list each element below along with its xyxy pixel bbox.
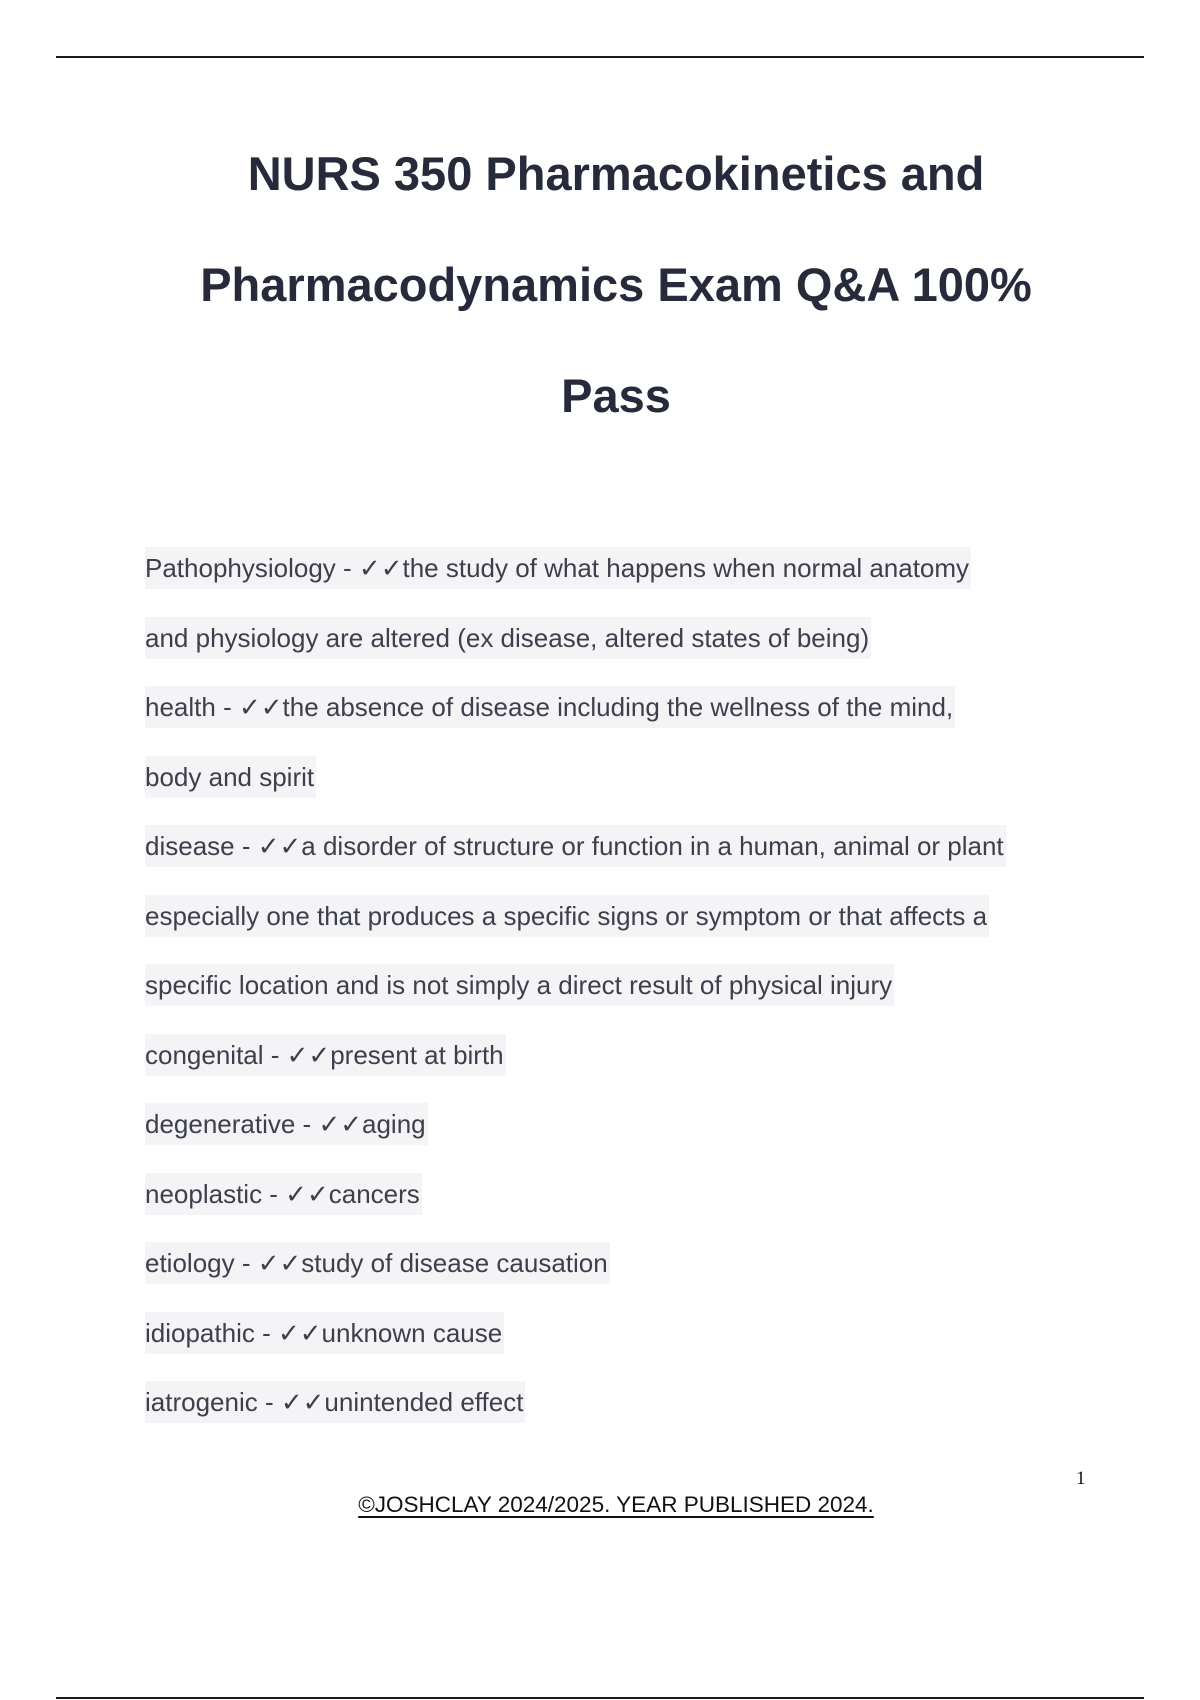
definition-text: Pathophysiology - ✓✓the study of what happens when normal anatomy — [145, 547, 971, 589]
definition-line — [145, 1368, 1085, 1438]
definition-line — [145, 1160, 1085, 1230]
title-line-2: Pharmacodynamics Exam Q&A 100% — [200, 258, 1032, 311]
definition-text: specific location and is not simply a direct result of physical injury — [145, 964, 894, 1006]
definition-text: body and spirit — [145, 756, 316, 798]
footer-text: ©JOSHCLAY 2024/2025. YEAR PUBLISHED 2024. — [358, 1492, 874, 1517]
page-number: 1 — [1076, 1468, 1086, 1489]
definition-text: degenerative - ✓✓aging — [145, 1103, 428, 1145]
document-title — [130, 118, 1102, 451]
definition-text: health - ✓✓the absence of disease including the wellness of the mind, — [145, 686, 955, 728]
top-rule — [56, 56, 1144, 58]
bottom-rule — [56, 1697, 1144, 1699]
title-line-3: Pass — [561, 369, 671, 422]
definition-text: especially one that produces a specific signs or symptom or that affects a — [145, 895, 989, 937]
definition-line — [145, 743, 1085, 813]
definition-text: neoplastic - ✓✓cancers — [145, 1173, 422, 1215]
definition-line — [145, 1229, 1085, 1299]
definition-text: etiology - ✓✓study of disease causation — [145, 1242, 610, 1284]
definition-line — [145, 604, 1085, 674]
definition-line — [145, 951, 1085, 1021]
definition-text: idiopathic - ✓✓unknown cause — [145, 1312, 504, 1354]
title-line-1: NURS 350 Pharmacokinetics and — [247, 147, 985, 200]
definition-line — [145, 1021, 1085, 1091]
definitions-list — [145, 534, 1085, 1438]
definition-line — [145, 1090, 1085, 1160]
definition-line — [145, 1299, 1085, 1369]
definition-line — [145, 534, 1085, 604]
definition-line — [145, 882, 1085, 952]
definition-line — [145, 673, 1085, 743]
definition-text: iatrogenic - ✓✓unintended effect — [145, 1381, 525, 1423]
footer-copyright — [0, 1492, 1200, 1518]
definition-line — [145, 812, 1085, 882]
definition-text: disease - ✓✓a disorder of structure or function in a human, animal or plant — [145, 825, 1006, 867]
definition-text: congenital - ✓✓present at birth — [145, 1034, 506, 1076]
definition-text: and physiology are altered (ex disease, altered states of being) — [145, 617, 871, 659]
